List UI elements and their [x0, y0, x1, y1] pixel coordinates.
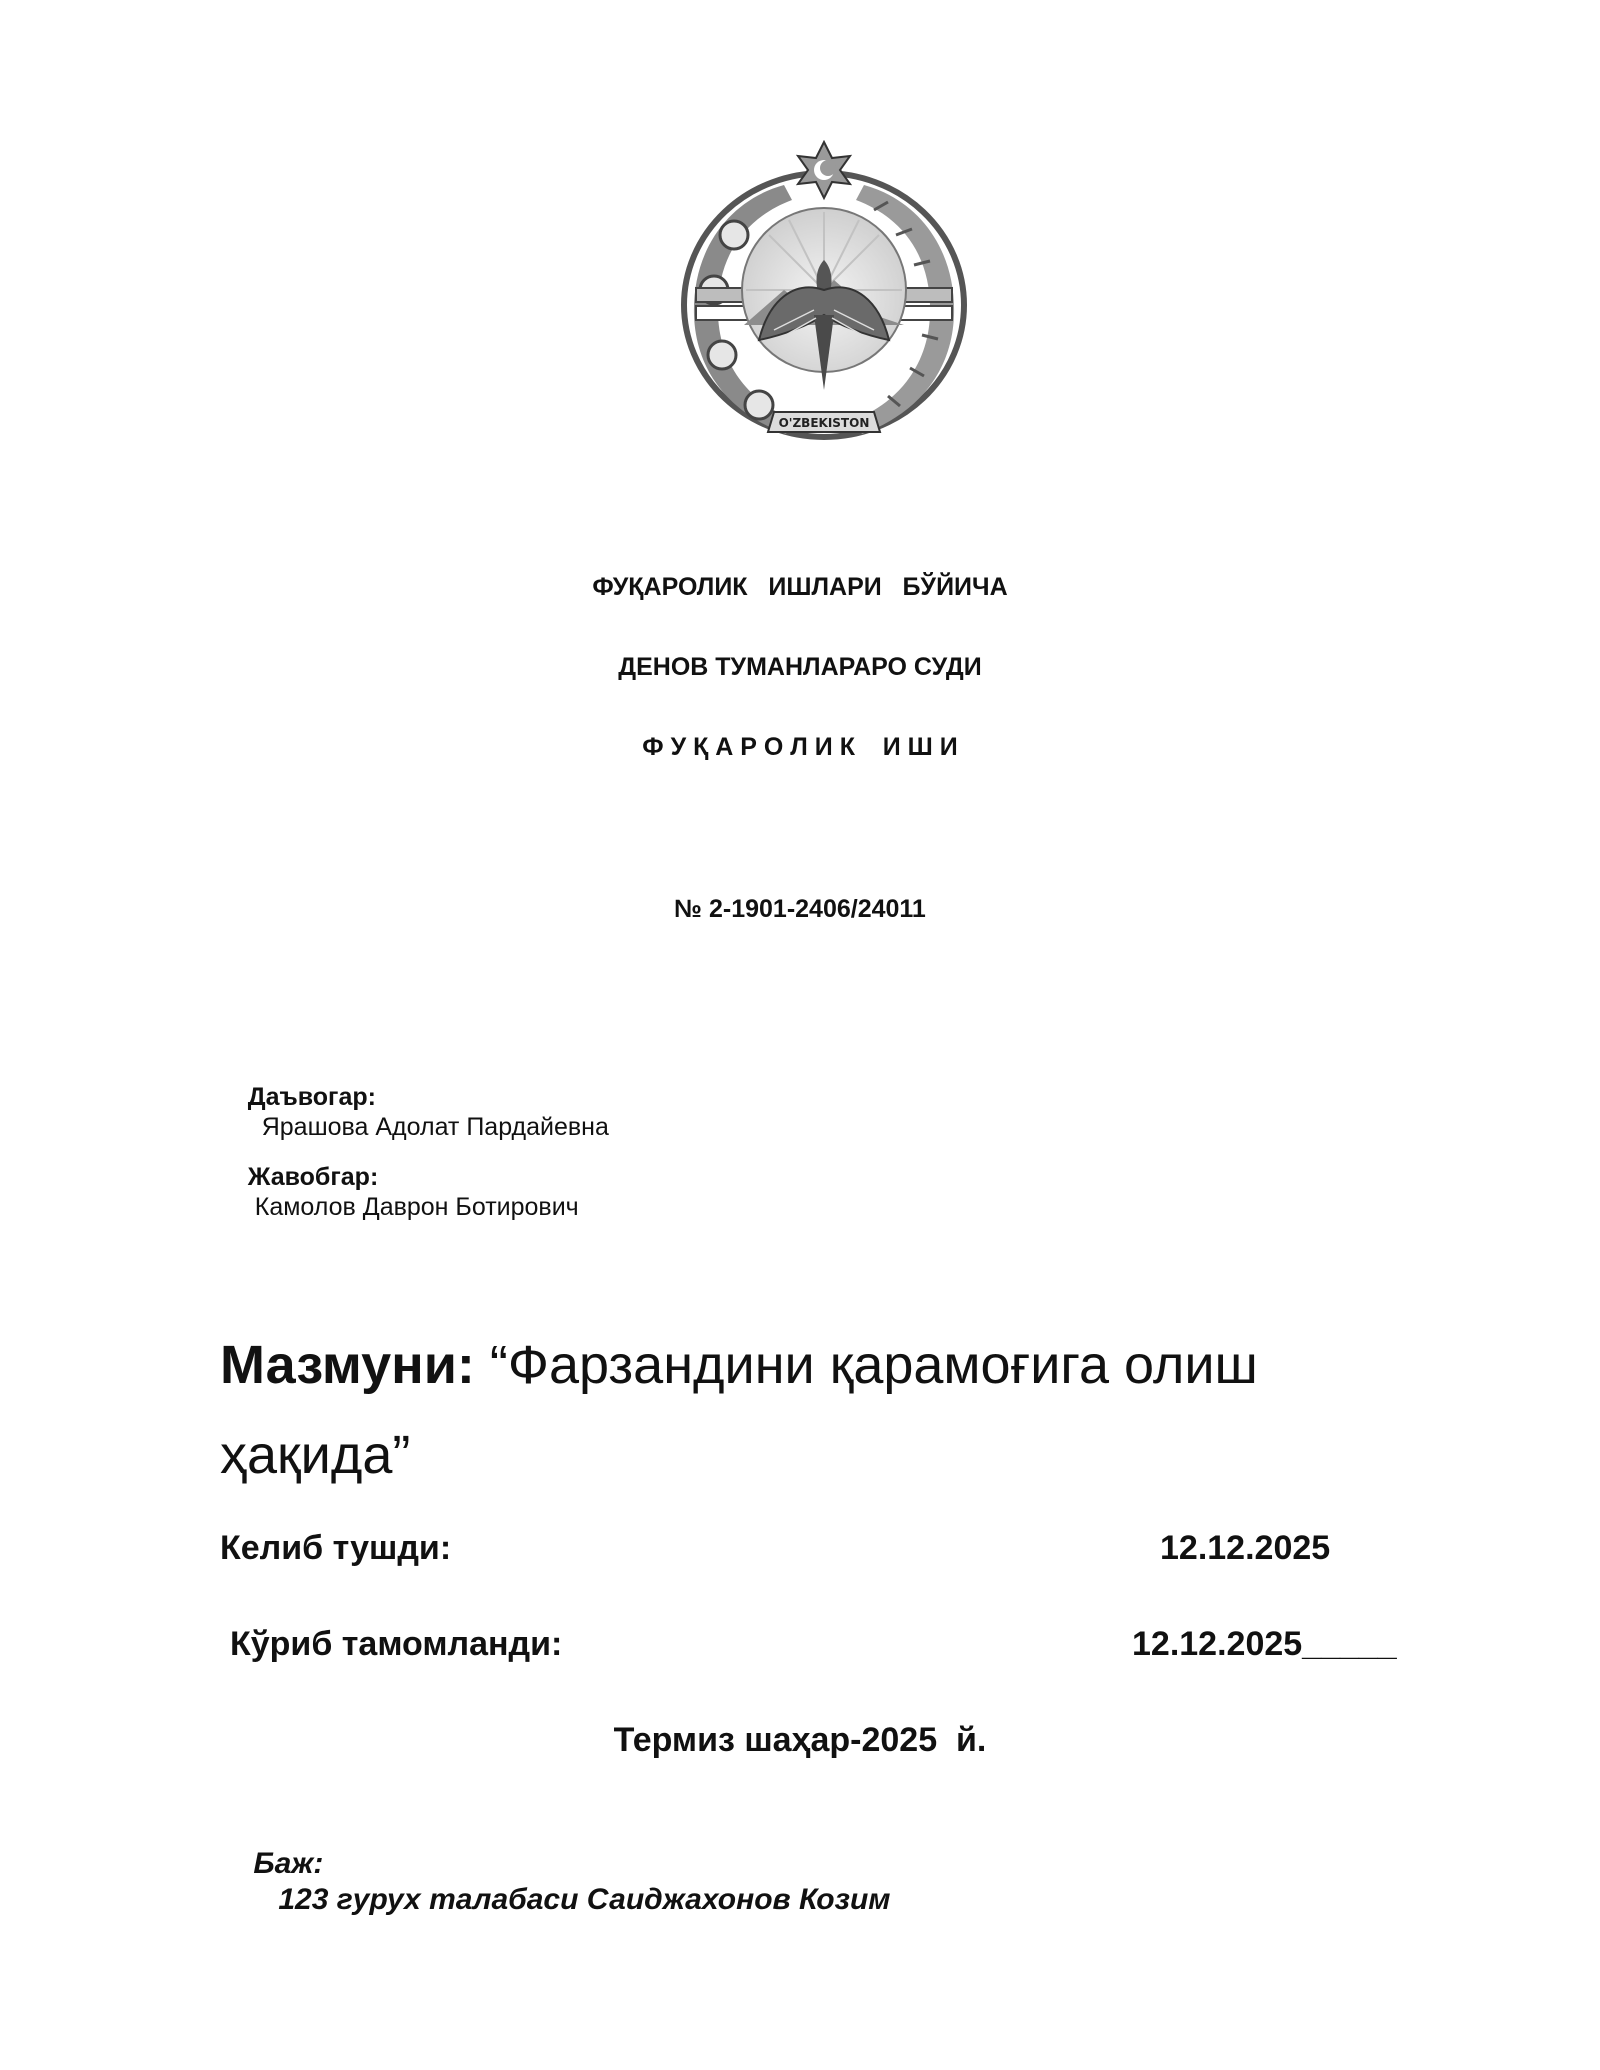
prepared-by-line — [220, 1810, 890, 1954]
prepared-by-text — [253, 1883, 890, 1916]
plaintiff-label: Даъвогар: — [247, 1083, 376, 1111]
defendant-line — [220, 1132, 579, 1252]
defendant-label: Жавобгар: — [247, 1163, 379, 1191]
case-subject — [220, 1320, 1400, 1500]
completed-label: Кўриб тамомланди: — [230, 1625, 563, 1663]
place-year: Термиз шаҳар-2025 й. — [613, 1721, 987, 1759]
defendant-name — [248, 1193, 579, 1221]
court-header-line-2: ДЕНОВ ТУМАНЛАРАРО СУДИ — [618, 653, 982, 681]
subject-label: Мазмуни: — [220, 1335, 475, 1395]
subject-text: “Фарзандини қарамоғига олиш ҳақида” — [220, 1335, 1258, 1485]
emblem-graphic — [674, 140, 974, 446]
received-date: 12.12.2025 — [1160, 1529, 1331, 1567]
case-number: № 2-1901-2406/24011 — [674, 895, 926, 923]
emblem-ribbon-text: O'ZBEKISTON — [778, 416, 870, 430]
court-header-line-3: Ф У Қ А Р О Л И К И Ш И — [642, 733, 958, 761]
completed-date: 12.12.2025_____ — [1132, 1625, 1397, 1663]
prepared-by-label: Баж: — [253, 1847, 324, 1880]
court-header-line-1: ФУҚАРОЛИК ИШЛАРИ БЎЙИЧА — [592, 573, 1008, 601]
uzbekistan-coat-of-arms-icon — [674, 140, 974, 446]
defendant-name-text: Камолов Даврон Ботирович — [254, 1193, 579, 1221]
prepared-by-name: 123 гурух талабаси Саиджахонов Козим — [278, 1883, 891, 1916]
received-label: Келиб тушди: — [220, 1529, 452, 1567]
plaintiff-name-text: Ярашова Адолат Пардайевна — [261, 1113, 609, 1141]
